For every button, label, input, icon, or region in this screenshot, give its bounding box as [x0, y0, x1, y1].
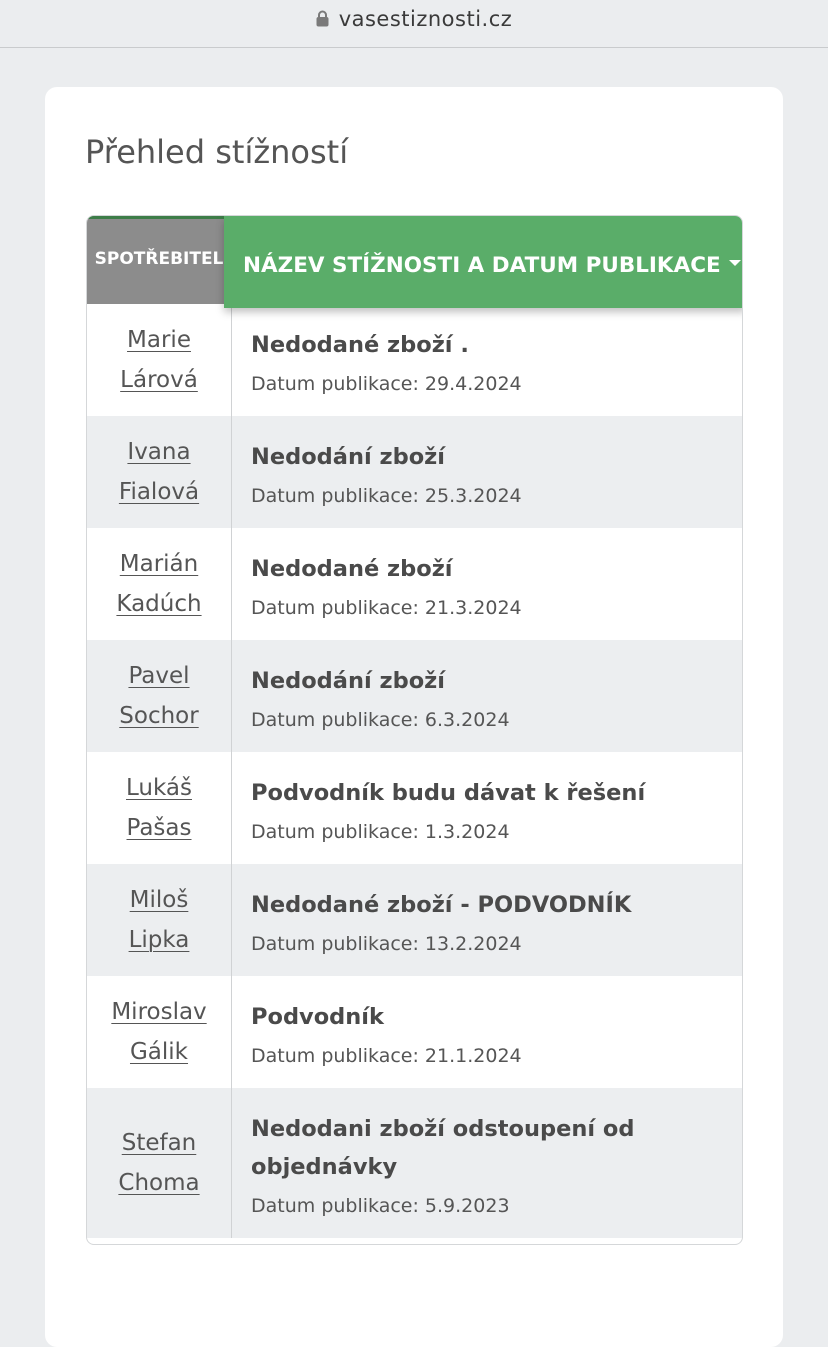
complaint-cell	[232, 416, 742, 528]
page-title: Přehled stížností	[85, 133, 349, 171]
consumer-link[interactable]: Marián Kadúch	[116, 551, 202, 617]
complaint-title: Podvodník	[251, 1004, 384, 1030]
consumer-cell	[87, 752, 232, 864]
consumer-link[interactable]: Marie Lárová	[120, 327, 198, 393]
complaint-title: Nedodani zboží odstoupení od objednávky	[251, 1116, 635, 1180]
consumer-cell	[87, 528, 232, 640]
complaints-card	[45, 87, 783, 1347]
consumer-cell	[87, 976, 232, 1088]
publication-date: Datum publikace: 21.1.2024	[251, 1045, 522, 1067]
column-header-consumer-label: SPOTŘEBITEL	[94, 248, 224, 269]
table-row	[87, 416, 742, 528]
consumer-link[interactable]: Ivana Fialová	[118, 439, 200, 505]
column-header-title-date[interactable]	[224, 216, 743, 308]
consumer-link[interactable]: Miroslav Gálik	[111, 999, 207, 1065]
table-row	[87, 976, 742, 1088]
consumer-cell	[87, 864, 232, 976]
column-header-consumer[interactable]	[87, 216, 231, 304]
table-row	[87, 752, 742, 864]
complaint-title: Nedodání zboží	[251, 668, 445, 694]
complaint-title: Podvodník budu dávat k řešení	[251, 780, 646, 806]
publication-date: Datum publikace: 13.2.2024	[251, 933, 522, 955]
complaint-title: Nedodané zboží	[251, 556, 453, 582]
complaints-table	[86, 215, 743, 1245]
table-row	[87, 1088, 742, 1238]
complaint-cell	[232, 640, 742, 752]
browser-address-bar[interactable]	[0, 0, 828, 48]
consumer-cell	[87, 1088, 232, 1238]
consumer-cell	[87, 304, 232, 416]
complaint-cell	[232, 976, 742, 1088]
complaint-cell	[232, 1088, 742, 1238]
column-header-title-label: NÁZEV STÍŽNOSTI A DATUM PUBLIKACE	[243, 252, 721, 278]
lock-icon	[316, 10, 329, 27]
publication-date: Datum publikace: 29.4.2024	[251, 373, 522, 395]
publication-date: Datum publikace: 25.3.2024	[251, 485, 522, 507]
consumer-link[interactable]: Stefan Choma	[118, 1130, 200, 1196]
table-row	[87, 528, 742, 640]
consumer-link[interactable]: Miloš Lipka	[128, 887, 190, 953]
complaint-title: Nedodání zboží	[251, 444, 445, 470]
complaint-cell	[232, 304, 742, 416]
complaint-cell	[232, 752, 742, 864]
complaint-title: Nedodané zboží .	[251, 332, 469, 358]
publication-date: Datum publikace: 5.9.2023	[251, 1195, 510, 1217]
consumer-cell	[87, 640, 232, 752]
table-row	[87, 640, 742, 752]
table-row	[87, 304, 742, 416]
consumer-cell	[87, 416, 232, 528]
complaint-cell	[232, 528, 742, 640]
publication-date: Datum publikace: 21.3.2024	[251, 597, 522, 619]
caret-down-icon	[729, 260, 741, 266]
publication-date: Datum publikace: 6.3.2024	[251, 709, 510, 731]
consumer-link[interactable]: Lukáš Pašas	[126, 775, 192, 841]
consumer-link[interactable]: Pavel Sochor	[119, 663, 199, 729]
table-row	[87, 864, 742, 976]
complaint-cell	[232, 864, 742, 976]
table-header	[87, 216, 742, 304]
complaint-title: Nedodané zboží - PODVODNÍK	[251, 892, 632, 918]
publication-date: Datum publikace: 1.3.2024	[251, 821, 510, 843]
url-text[interactable]: vasestiznosti.cz	[338, 6, 513, 31]
